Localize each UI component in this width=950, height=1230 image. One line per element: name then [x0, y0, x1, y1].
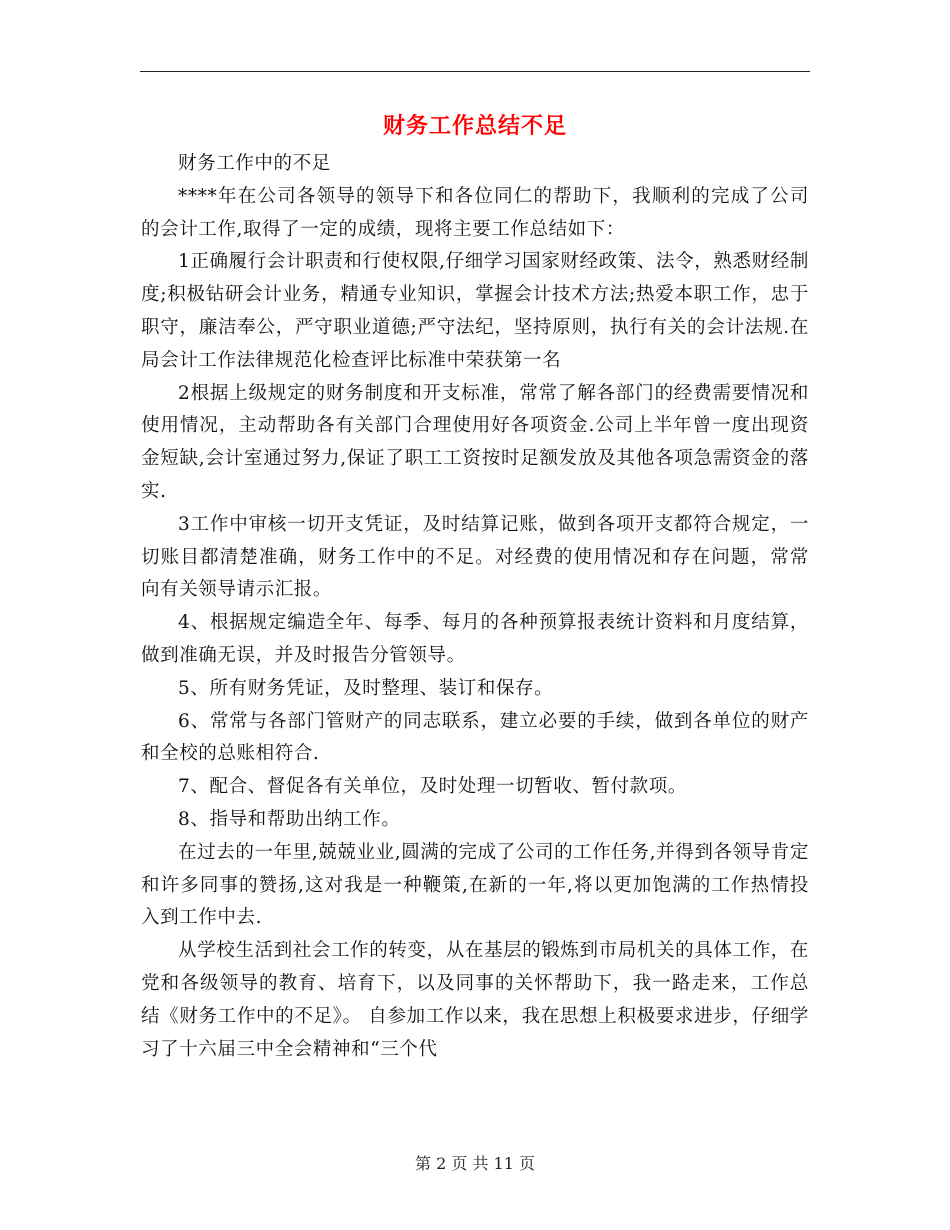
- paragraph-summary: 在过去的一年里,兢兢业业,圆满的完成了公司的工作任务,并得到各领导肯定和许多同事的赞扬,这对我是一种鞭策,在新的一年,将以更加饱满的工作热情投入到工作中去.: [141, 841, 809, 929]
- header-rule: [140, 71, 810, 72]
- paragraph-item-1: 1正确履行会计职责和行使权限,仔细学习国家财经政策、法令，熟悉财经制度;积极钻研会计业务，精通专业知识，掌握会计技术方法;热爱本职工作，忠于职守，廉洁奉公，严守职业道德;严守法纪，坚持原则，执行有关的会计法规.在局会计工作法律规范化检查评比标准中荣获第一名: [141, 251, 809, 371]
- paragraph-item-6: 6、常常与各部门管财产的同志联系，建立必要的手续，做到各单位的财产和全校的总账相符合.: [141, 710, 809, 765]
- paragraph-item-3: 3工作中审核一切开支凭证，及时结算记账，做到各项开支都符合规定，一切账目都清楚准确，财务工作中的不足。对经费的使用情况和存在问题，常常向有关领导请示汇报。: [141, 513, 809, 601]
- document-title: 财务工作总结不足: [382, 113, 567, 139]
- footer-middle: 页 共: [451, 1154, 489, 1173]
- paragraph-reflection: 从学校生活到社会工作的转变，从在基层的锻炼到市局机关的具体工作，在党和各级领导的教育、培育下，以及同事的关怀帮助下，我一路走来，工作总结《财务工作中的不足》。 自参加工作以来，我在思想上积极要求进步，仔细学习了十六届三中全会精神和“三个代: [141, 940, 809, 1060]
- footer-suffix: 页: [519, 1154, 536, 1173]
- document-body: [141, 148, 809, 1066]
- paragraph-item-7: 7、配合、督促各有关单位，及时处理一切暂收、暂付款项。: [178, 776, 687, 798]
- paragraph-intro: ****年在公司各领导的领导下和各位同仁的帮助下，我顺利的完成了公司的会计工作,取得了一定的成绩，现将主要工作总结如下：: [141, 185, 809, 240]
- paragraph-item-4: 4、根据规定编造全年、每季、每月的各种预算报表统计资料和月度结算，做到准确无误，并及时报告分管领导。: [141, 612, 809, 666]
- page-footer: [0, 1152, 950, 1176]
- paragraph-item-8: 8、指导和帮助出纳工作。: [178, 808, 401, 830]
- paragraph-item-5: 5、所有财务凭证，及时整理、装订和保存。: [178, 677, 554, 699]
- current-page-number: 2: [436, 1154, 447, 1173]
- paragraph-item-2: 2根据上级规定的财务制度和开支标准，常常了解各部门的经费需要情况和使用情况，主动帮助各有关部门合理使用好各项资金.公司上半年曾一度出现资金短缺,会计室通过努力,保证了职工工资按时足额发放及其他各项急需资金的落实.: [141, 382, 809, 502]
- total-pages-number: 11: [493, 1154, 514, 1173]
- paragraph-heading: 财务工作中的不足: [178, 153, 331, 174]
- footer-prefix: 第: [414, 1154, 431, 1173]
